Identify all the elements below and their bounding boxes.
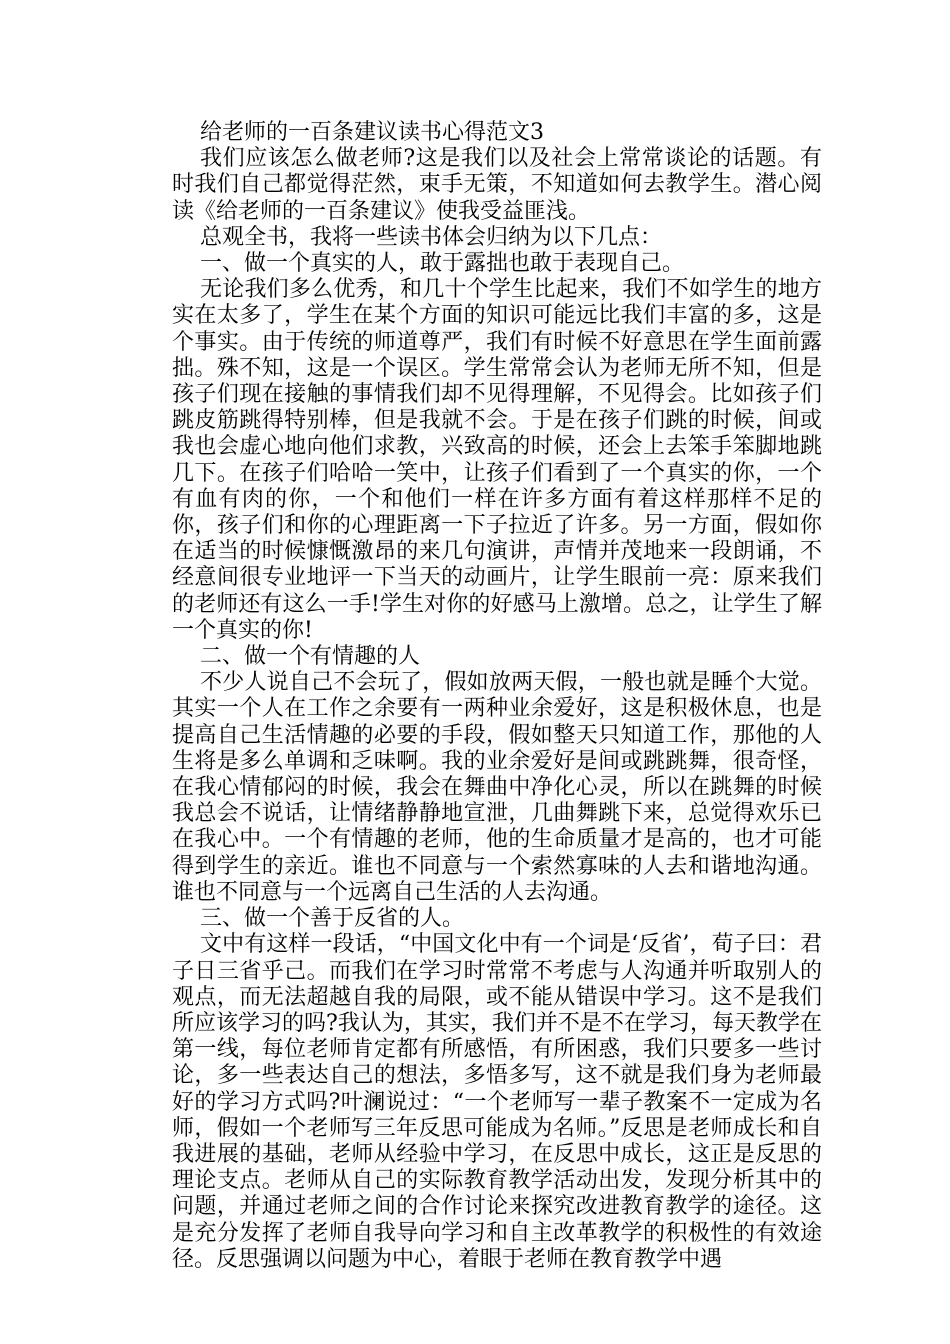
summary-line: 总观全书，我将一些读书体会归纳为以下几点： (200, 224, 663, 250)
section-heading-3: 三、做一个善于反省的人。 (200, 906, 465, 932)
section-paragraph-1: 无论我们多么优秀，和几十个学生比起来，我们不如学生的地方实在太多了，学生在某个方面的知识可能远比我们丰富的多，这是个事实。由于传统的师道尊严，我们有时候不好意思在学生面前露拙。殊不知，这是一个误区。学生常常会认为老师无所不知，但是孩子们现在接触的事情我们却不见得理解，不见得会。比如孩子们跳皮筋跳得特别棒，但是我就不会。于是在孩子们跳的时候，间或我也会虚心地向他们求教，兴致高的时候，还会上去笨手笨脚地跳几下。在孩子们哈哈一笑中，让孩子们看到了一个真实的你，一个有血有肉的你，一个和他们一样在许多方面有着这样那样不足的你，孩子们和你的心理距离一下子拉近了许多。另一方面，假如你在适当的时候慷慨激昂的来几句演讲，声情并茂地来一段朗诵，不经意间很专业地评一下当天的动画片，让学生眼前一亮：原来我们的老师还有这么一手!学生对你的好感马上激增。总之，让学生了解一个真实的你! (172, 277, 822, 643)
document-title: 给老师的一百条建议读书心得范文3 (200, 120, 544, 145)
intro-paragraph: 我们应该怎么做老师?这是我们以及社会上常常谈论的话题。有时我们自己都觉得茫然，束手无策，不知道如何去教学生。潜心阅读《给老师的一百条建议》使我受益匪浅。 (172, 146, 822, 224)
section-heading-1: 一、做一个真实的人，敢于露拙也敢于表现自己。 (200, 251, 685, 277)
document-page (172, 120, 822, 1273)
section-paragraph-2: 不少人说自己不会玩了，假如放两天假，一般也就是睡个大觉。其实一个人在工作之余要有一两种业余爱好，这是积极休息，也是提高自己生活情趣的必要的手段，假如整天只知道工作，那他的人生将是多么单调和乏味啊。我的业余爱好是间或跳跳舞，很奇怪，在我心情郁闷的时候，我会在舞曲中净化心灵，所以在跳舞的时候我总会不说话，让情绪静静地宣泄，几曲舞跳下来，总觉得欢乐已在我心中。一个有情趣的老师，他的生命质量才是高的，也才可能得到学生的亲近。谁也不同意与一个索然寡味的人去和谐地沟通。谁也不同意与一个远离自己生活的人去沟通。 (172, 670, 822, 905)
section-heading-2: 二、做一个有情趣的人 (200, 644, 421, 670)
section-paragraph-3: 文中有这样一段话，“中国文化中有一个词是‘反省’，荀子曰：君子日三省乎己。而我们在学习时常常不考虑与人沟通并听取别人的观点，而无法超越自我的局限，或不能从错误中学习。这不是我们所应该学习的吗?我认为，其实，我们并不是不在学习，每天教学在第一线，每位老师肯定都有所感悟，有所困惑，我们只要多一些讨论，多一些表达自己的想法，多悟多写，这不就是我们身为老师最好的学习方式吗?叶澜说过：“一个老师写一辈子教案不一定成为名师，假如一个老师写三年反思可能成为名师。”反思是老师成长和自我进展的基础，老师从经验中学习，在反思中成长，这正是反思的理论支点。老师从自己的实际教育教学活动出发，发现分析其中的问题，并通过老师之间的合作讨论来探究改进教育教学的途径。这是充分发挥了老师自我导向学习和自主改革教学的积极性的有效途径。反思强调以问题为中心，着眼于老师在教育教学中遇 (172, 932, 822, 1272)
